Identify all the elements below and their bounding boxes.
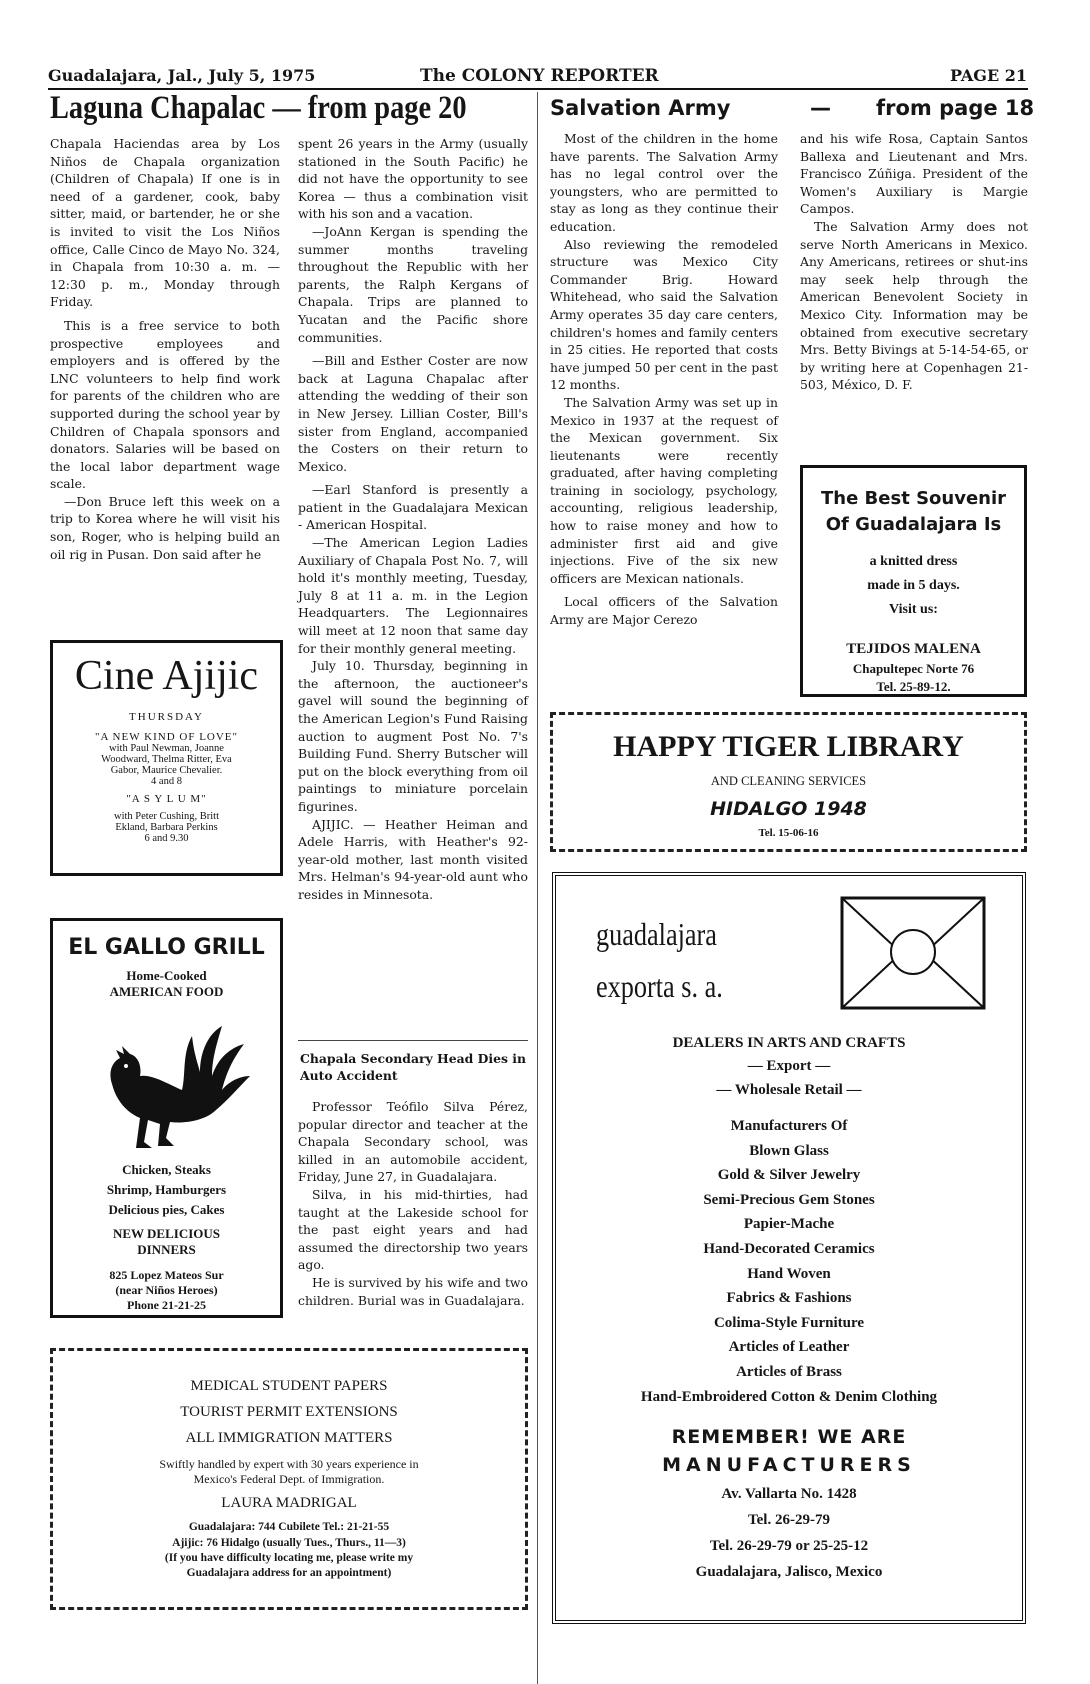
souvenir-line: Visit us:: [889, 602, 938, 617]
laguna-paragraph: —The American Legion Ladies Auxiliary of Chapala Post No. 7, will hold it's monthly meeting, Tuesday, July 8 at 11 a. m. in the Legion Headquarters. The Legionnaires will meet at 12 noon that same day for their monthly general meeting.: [298, 535, 528, 656]
souvenir-title: Of Guadalajara Is: [825, 514, 1002, 535]
laguna-paragraph: —Earl Stanford is presently a patient in the Guadalajara Mexican - American Hospital.: [298, 482, 528, 533]
exporta-item: Colima-Style Furniture: [713, 1314, 865, 1331]
laura-madrigal-ad: [50, 1348, 528, 1610]
laguna-paragraph: Chapala Haciendas area by Los Niños de Chapala organization (Children of Chapala) If one is in need of a gardener, cook, baby sitter, maid, or bartender, he or she is invited to visit the Los Niños office, Calle Cinco de Mayo No. 324, in Chapala from 10:30 a. m. — 12:30 p. m., Monday through Friday.: [50, 136, 280, 310]
gallo-address: (near Niños Heroes): [115, 1283, 218, 1297]
souvenir-line: a knitted dress: [869, 554, 958, 569]
gallo-address: 825 Lopez Mateos Sur: [109, 1268, 224, 1282]
cine-film-2: "A S Y L U M": [126, 793, 207, 805]
cine-cast: Ekland, Barbara Perkins: [115, 822, 218, 833]
rooster-icon: [82, 1014, 252, 1154]
exporta-heading: DEALERS IN ARTS AND CRAFTS: [672, 1035, 906, 1051]
gallo-phone: Phone 21-21-25: [127, 1298, 206, 1312]
masthead: The COLONY REPORTER: [420, 66, 659, 86]
exporta-phone: Tel. 26-29-79 or 25-25-12: [709, 1538, 869, 1555]
salvation-paragraph: The Salvation Army was set up in Mexico in 1937 at the request of the Mexican government. Six lieutenants were recently graduated, after having completing training in sociology, psychology, accounting, religious leadership, how to raise money and how to administer first aid and give injections. Five of the six new officers are Mexican nationals.: [550, 394, 778, 586]
accident-paragraph: He is survived by his wife and two children. Burial was in Guadalajara.: [298, 1274, 528, 1308]
medical-line: TOURIST PERMIT EXTENSIONS: [180, 1404, 398, 1420]
salvation-headline: Salvation Army: [550, 96, 731, 120]
salvation-column-2: [800, 130, 1028, 394]
medical-contact: (If you have difficulty locating me, please write my: [164, 1552, 414, 1564]
laguna-paragraph: —Bill and Esther Coster are now back at Laguna Chapalac after attending the wedding of their son in New Jersey. Lillian Coster, Bill's sister from England, accompanied the Costers on their return to Mexico.: [298, 353, 528, 474]
cine-cast: Gabor, Maurice Chevalier.: [110, 765, 223, 776]
exporta-manufacturers: MANUFACTURERS: [662, 1454, 916, 1477]
exporta-item: Blown Glass: [749, 1142, 829, 1159]
medical-line: Swiftly handled by expert with 30 years experience in: [159, 1457, 419, 1471]
laguna-paragraph: spent 26 years in the Army (usually stationed in the South Pacific) he did not have the opportunity to see Korea — thus a combination visit with his son and a vacation.: [298, 136, 528, 222]
medical-contact: Ajijic: 76 Hidalgo (usually Tues., Thurs., 11—3): [172, 1537, 406, 1549]
cine-cast: with Paul Newman, Joanne: [109, 743, 224, 754]
accident-paragraph: Silva, in his mid-thirties, had taught at the Lakeside school for the past eight years and had assumed the directorship two years ago.: [298, 1186, 528, 1273]
laguna-paragraph: This is a free service to both prospective employees and employers and is offered by the LNC volunteers to help find work for parents of the children who are supported during the school year by Children of Chapala sponsors and donators. Salaries will be based on the local labor department wage scale.: [50, 317, 280, 492]
exporta-city: Guadalajara, Jalisco, Mexico: [695, 1564, 883, 1581]
cine-day: THURSDAY: [129, 711, 204, 723]
medical-name: LAURA MADRIGAL: [221, 1495, 357, 1511]
tiger-sub: AND CLEANING SERVICES: [710, 774, 867, 788]
medical-line: MEDICAL STUDENT PAPERS: [190, 1378, 388, 1394]
laguna-column-2: [298, 135, 528, 904]
accident-headline: Chapala Secondary Head Dies in Auto Accident: [300, 1051, 526, 1083]
exporta-name: guadalajara: [596, 916, 717, 952]
cine-ajijic-ad: [50, 640, 283, 876]
salvation-paragraph: and his wife Rosa, Captain Santos Ballexa and Lieutenant and Mrs. Francisco Zúñiga. President of the Women's Auxiliary is Margie Campos.: [800, 131, 1028, 217]
gallo-menu: Chicken, Steaks: [122, 1162, 211, 1177]
cine-cast: Woodward, Thelma Ritter, Eva: [101, 754, 232, 765]
souvenir-phone: Tel. 25-89-12.: [876, 679, 951, 694]
salvation-paragraph: The Salvation Army does not serve North Americans in Mexico. Any Americans, retirees or shut-ins may seek help through the American Benevolent Society in Mexico City. Information may be obtained from executive secretary Mrs. Betty Bivings at 5-14-54-65, or by writing here at Copenhagen 21-503, México, D. F.: [800, 218, 1028, 393]
exporta-phone: Tel. 26-29-79: [748, 1512, 830, 1529]
medical-line: ALL IMMIGRATION MATTERS: [185, 1430, 393, 1446]
salvation-dash: —: [810, 96, 831, 120]
exporta-heading: — Wholesale Retail —: [716, 1082, 862, 1098]
salvation-paragraph: Most of the children in the home have parents. The Salvation Army has no legal control over the youngsters, who are permitted to stay as long as they continue their education.: [550, 131, 778, 234]
gallo-menu: Delicious pies, Cakes: [108, 1202, 225, 1217]
exporta-body: [556, 1032, 1022, 1585]
exporta-item: Manufacturers Of: [730, 1118, 848, 1134]
exporta-item: Articles of Leather: [728, 1339, 850, 1356]
cine-cast: with Peter Cushing, Britt: [114, 811, 219, 822]
laguna-paragraph: July 10. Thursday, beginning in the afternoon, the auctioneer's gavel will sound the beginning of the American Legion's Fund Raising auction to augment Post No. 7's Building Fund. Sherry Butscher will put on the block everything from oil paintings to miniature porcelain figurines.: [298, 658, 528, 814]
exporta-heading: — Export —: [747, 1058, 831, 1074]
tejidos-malena-ad: [800, 465, 1027, 697]
laguna-column-1: [50, 135, 280, 563]
cine-times: 6 and 9.30: [144, 833, 189, 844]
medical-line: Mexico's Federal Dept. of Immigration.: [193, 1472, 385, 1486]
tiger-address: HIDALGO 1948: [710, 798, 867, 820]
salvation-continued: from page 18: [876, 96, 1035, 120]
laguna-paragraph: —JoAnn Kergan is spending the summer months traveling throughout the Republic with her parents, the Ralph Kergans of Chapala. Trips are planned to Yucatan and the Pacific shore communities.: [298, 223, 528, 345]
gallo-title: EL GALLO GRILL: [68, 935, 265, 960]
gallo-menu: DINNERS: [137, 1242, 196, 1257]
exporta-item: Hand-Decorated Ceramics: [703, 1240, 875, 1257]
tiger-phone: Tel. 15-06-16: [758, 827, 819, 839]
medical-contact: Guadalajara address for an appointment): [186, 1567, 392, 1579]
cine-title: Cine Ajijic: [74, 653, 259, 699]
exporta-address: Av. Vallarta No. 1428: [721, 1486, 857, 1503]
el-gallo-grill-ad: [50, 918, 283, 1318]
souvenir-title: The Best Souvenir: [820, 488, 1007, 509]
laguna-headline: Laguna Chapalac — from page 20: [50, 90, 467, 126]
gallo-line: Home-Cooked: [126, 968, 207, 983]
envelope-logo-icon: [838, 894, 988, 1012]
exporta-item: Articles of Brass: [736, 1363, 842, 1380]
page-number: PAGE 21: [950, 66, 1027, 85]
laguna-paragraph: AJIJIC. — Heather Heiman and Adele Harris, with Heather's 92-year-old mother, last month visited Mrs. Helman's 94-year-old aunt who resides in Minnesota.: [298, 816, 528, 902]
salvation-column-1: [550, 130, 778, 629]
medical-contact: Guadalajara: 744 Cubilete Tel.: 21-21-55: [188, 1521, 390, 1533]
exporta-item: Semi-Precious Gem Stones: [703, 1191, 875, 1208]
exporta-item: Fabrics & Fashions: [726, 1290, 852, 1307]
souvenir-name: TEJIDOS MALENA: [846, 641, 981, 657]
exporta-item: Hand Woven: [747, 1265, 831, 1282]
gallo-menu: NEW DELICIOUS: [112, 1226, 221, 1241]
guadalajara-exporta-ad: [552, 872, 1026, 1624]
dateline: Guadalajara, Jal., July 5, 1975: [48, 66, 316, 85]
accident-paragraph: Professor Teófilo Silva Pérez, popular director and teacher at the Chapala Secondary school, was killed in an automobile accident, Friday, June 27, in Guadalajara.: [298, 1099, 528, 1185]
column-divider: [537, 92, 538, 1684]
souvenir-address: Chapultepec Norte 76: [852, 661, 975, 676]
exporta-item: Hand-Embroidered Cotton & Denim Clothing: [640, 1388, 938, 1405]
exporta-item: Papier-Mache: [743, 1216, 835, 1233]
salvation-paragraph: Also reviewing the remodeled structure was Mexico City Commander Brig. Howard Whitehead, who said the Salvation Army operates 35 day care centers, children's homes and family centers in 25 cities. He reported that costs have jumped 50 per cent in the past 12 months.: [550, 236, 778, 393]
salvation-paragraph: Local officers of the Salvation Army are Major Cerezo: [550, 594, 778, 628]
accident-body: [298, 1098, 528, 1309]
laguna-paragraph: —Don Bruce left this week on a trip to Korea where he will visit his son, Roger, who is helping build an oil rig in Pusan. Don said after he: [50, 493, 280, 562]
gallo-line: AMERICAN FOOD: [109, 984, 224, 999]
gallo-menu: Shrimp, Hamburgers: [106, 1182, 227, 1197]
cine-times: 4 and 8: [151, 776, 182, 787]
cine-film-1: "A NEW KIND OF LOVE": [94, 731, 239, 743]
happy-tiger-ad: [550, 712, 1027, 852]
tiger-title: HAPPY TIGER LIBRARY: [613, 730, 964, 763]
exporta-name: exporta s. a.: [596, 968, 723, 1004]
exporta-remember: REMEMBER! WE ARE: [671, 1426, 907, 1449]
exporta-item: Gold & Silver Jewelry: [717, 1167, 861, 1184]
souvenir-line: made in 5 days.: [867, 578, 960, 593]
article-separator: [298, 1040, 528, 1041]
